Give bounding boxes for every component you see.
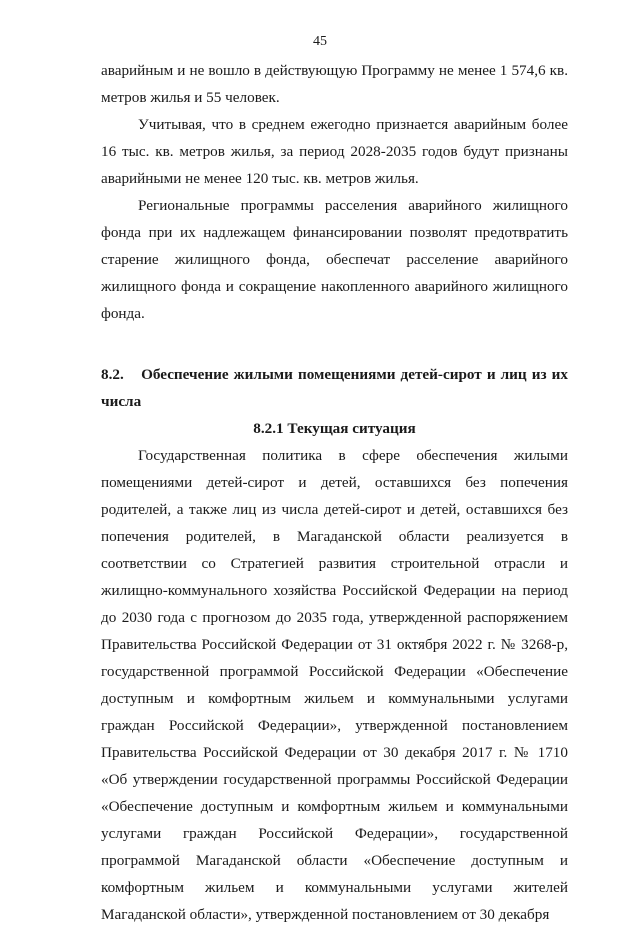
page-number: 45 [313, 34, 327, 49]
subsection-heading: 8.2.1 Текущая ситуация [253, 420, 416, 437]
paragraph-regional-programs: Региональные программы расселения аварийного жилищного фонда при их надлежащем финансировании позволят предотвратить старение жилищного фонда, обеспечат расселение аварийного жилищного фонда и сокращение накопленного аварийного жилищного фонда. [101, 197, 568, 322]
paragraph-state-policy: Государственная политика в сфере обеспечения жилыми помещениями детей-сирот и детей, оставшихся без попечения родителей, а также лиц из числа детей-сирот и детей, оставшихся без попечения родителей, в Магаданской области реализуется в соответствии со Стратегией развития строительной отрасли и жилищно-коммунального хозяйства Российской Федерации на период до 2030 года с прогнозом до 2035 года, утвержденной распоряжением Правительства Российской Федерации от 31 октября 2022 г. № 3268-р, государственной программой Российской Федерации «Обеспечение доступным и комфортным жильем и коммунальными услугами граждан Российской Федерации», утвержденной постановлением Правительства Российской Федерации от 30 декабря 2017 г. № 1710 «Об утверждении государственной программы Российской Федерации «Обеспечение доступным и комфортным жильем и коммунальными услугами граждан Российской Федерации», государственной программой Магаданской области «Обеспечение доступным и комфортным жильем и коммунальными услугами жителей Магаданской области», утвержденной постановлением от 30 декабря [101, 447, 568, 923]
section-heading [101, 361, 568, 415]
section-number: 8.2. [101, 366, 124, 383]
page-content [101, 57, 568, 928]
paragraph-emergency-forecast: Учитывая, что в среднем ежегодно признается аварийным более 16 тыс. кв. метров жилья, за период 2028-2035 годов будут признаны аварийными не менее 120 тыс. кв. метров жилья. [101, 116, 568, 187]
paragraph-continuation: аварийным и не вошло в действующую Программу не менее 1 574,6 кв. метров жилья и 55 человек. [101, 62, 568, 106]
section-title: Обеспечение жилыми помещениями детей-сирот и лиц из их числа [101, 366, 568, 410]
